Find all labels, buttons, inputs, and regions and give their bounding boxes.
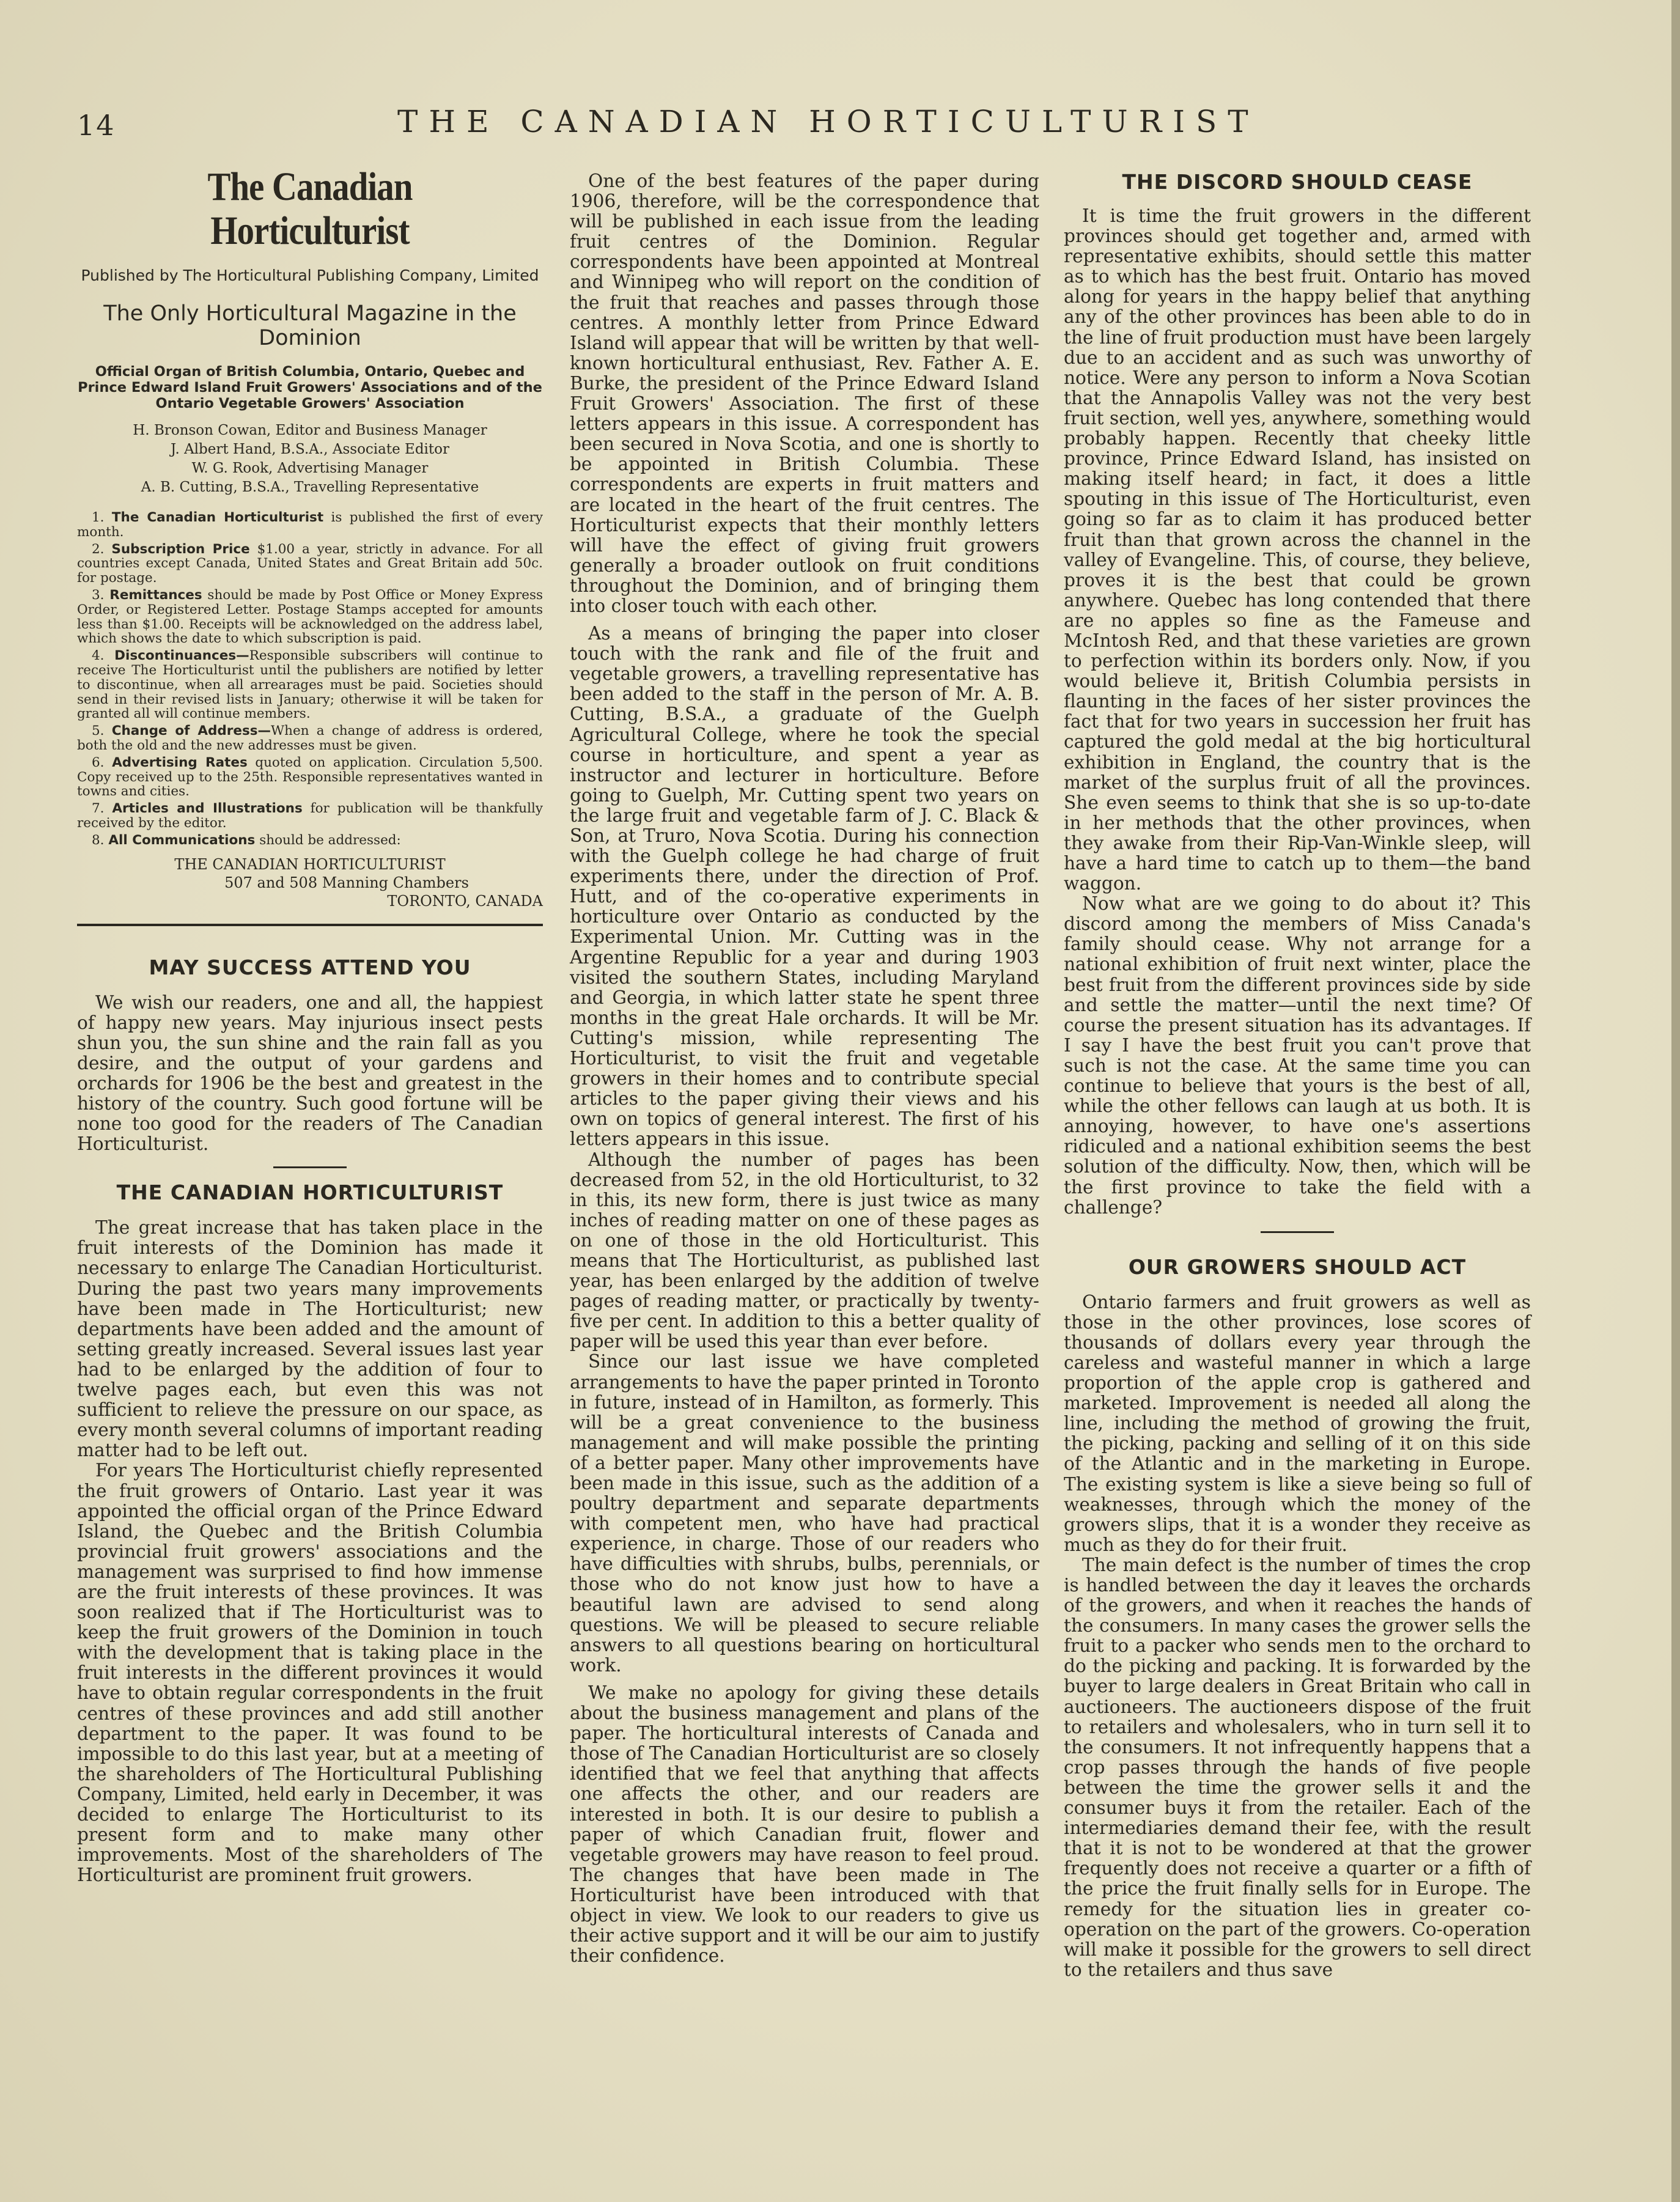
body-paragraph: The great increase that has taken place in the fruit interests of the Dominion has made it necessary to enlarge The Canadian Horticulturist. During the past two years many improvements have been made in The Horticulturist; new departments have been added and the amount of setting greatly increased. Several issues last year had to be enlarged by the addition of four to twelve pages each, but even this was not sufficient to relieve the pressure on our space, as every month several columns of important reading matter had to be left out. xyxy=(77,1217,543,1461)
tagline: The Only Horticultural Magazine in the Dominion xyxy=(103,301,517,350)
address-line: TORONTO, CANADA xyxy=(387,892,543,910)
masthead-title: The Canadian Horticulturist xyxy=(207,164,413,253)
body-paragraph: As a means of bringing the paper into closer touch with the rank and file of the fruit and vegetable growers, a travelling representative has been added to the staff in the person of Mr. A. B. Cutting, B.S.A., a graduate of the Guelph Agricultural College, where he took the special course in horticulture, and spent a year as instructor and lecturer in horticulture. Before going to Guelph, Mr. Cutting spent two years on the large fruit and vegetable farm of J. C. Black & Son, at Truro, Nova Scotia. During his connection with the Guelph college he had charge of fruit experiments there, under the direction of Prof. Hutt, and of the co-operative experiments in horticulture over Ontario as conducted by the Experimental Union. Mr. Cutting was in the Argentine Republic for a year and during 1903 visited the southern States, including Maryland and Georgia, in which latter state he spent three months in the great Hale orchards. It will be Mr. Cutting's mission, while representing The Horticulturist, to visit the fruit and vegetable growers in their homes and to contribute special articles to the paper giving their views and his own on topics of general interest. The first of his letters appears in this issue. xyxy=(570,623,1039,1150)
address-line: THE CANADIAN HORTICULTURIST xyxy=(174,855,446,873)
body-paragraph: We wish our readers, one and all, the happiest of happy new years. May injurious insect pests shun you, the sun shine and the rain fall as you desire, and the output of your gardens and orchards for 1906 be the best and greatest in the history of the country. Such good fortune will be none too good for the readers of The Canadian Horticulturist. xyxy=(77,992,543,1155)
short-divider xyxy=(273,1166,347,1168)
body-paragraph: Ontario farmers and fruit growers as well as those in the other provinces, lose scores of thousands of dollars every year through the careless and wasteful manner in which a large proportion of the apple crop is gathered and marketed. Improvement is needed all along the line, including the method of growing the fruit, the picking, packing and selling of it on this side of the Atlantic and in the marketing in Europe. The existing system is like a sieve being so full of weaknesses, through which the money of the growers slips, that it is a wonder they receive as much as they do for their fruit. xyxy=(1064,1291,1531,1555)
heading-may-success: MAY SUCCESS ATTEND YOU xyxy=(149,955,471,979)
notice-item: 3. Remittances should be made by Post Office or Money Express Order, or Registered Letter. Postage Stamps accepted for amounts less than $1.00. Receipts will be acknowledged on the address label, which shows the date to which subscription is paid. xyxy=(77,587,543,647)
notice-item: 2. Subscription Price $1.00 a year, strictly in advance. For all countries except Canada, United States and Great Britain add 50c. for postage. xyxy=(77,541,543,586)
notice-item: 8. All Communications should be addressed: xyxy=(92,832,401,848)
address-line: 507 and 508 Manning Chambers xyxy=(224,874,469,891)
publication-notices xyxy=(77,510,543,848)
staff-line: A. B. Cutting, B.S.A., Travelling Representative xyxy=(141,479,479,495)
notice-item: 4. Discontinuances—Responsible subscribers will continue to receive The Horticulturist until the publishers are notified by letter to discontinue, when all arrearages must be paid. Societies should send in their revised lists in January; otherwise it will be taken for granted all will continue members. xyxy=(77,648,543,722)
heading-growers: OUR GROWERS SHOULD ACT xyxy=(1128,1254,1467,1279)
page-edge-shadow xyxy=(1671,0,1680,2202)
staff-line: H. Bronson Cowan, Editor and Business Manager xyxy=(133,422,487,438)
notice-item: 7. Articles and Illustrations for publication will be thankfully received by the editor. xyxy=(77,801,543,831)
running-title: THE CANADIAN HORTICULTURIST xyxy=(397,104,1259,139)
body-paragraph: The main defect is the number of times the crop is handled between the day it leaves the orchards of the growers, and when it reaches the hands of the consumers. In many cases the grower sells the fruit to a packer who sends men to the orchard to do the picking and packing. It is forwarded by the buyer to large dealers in Great Britain who call in auctioneers. The auctioneers dispose of the fruit to retailers and wholesalers, who in turn sell it to the consumers. It not infrequently happens that a crop passes through the hands of five people between the time the grower sells it and the consumer buys it from the retailer. Each of the intermediaries demand their fee, with the result that it is not to be wondered at that the grower frequently does not receive a quarter or a fifth of the price the fruit finally sells for in Europe. The remedy for the situation lies in greater co-operation on the part of the growers. Co-operation will make it possible for the growers to sell direct to the retailers and thus save xyxy=(1064,1554,1531,1980)
heading-discord: THE DISCORD SHOULD CEASE xyxy=(1122,170,1473,194)
staff-list xyxy=(77,421,543,497)
body-paragraph: One of the best features of the paper during 1906, therefore, will be the correspondence that will be published in each issue from the leading fruit centres of the Dominion. Regular correspondents have been appointed at Montreal and Winnipeg who will report on the condition of the fruit that reaches and passes through those centres. A monthly letter from Prince Edward Island will appear that will be written by that well-known horticultural enthusiast, Rev. Father A. E. Burke, the president of the Prince Edward Island Fruit Growers' Association. The first of these letters appears in this issue. A correspondent has been secured in Nova Scotia, and one is shortly to be appointed in British Columbia. These correspondents are experts in fruit matters and are located in the heart of the fruit centres. The Horticulturist expects that their monthly letters will have the effect of giving fruit growers generally a broader outlook on fruit conditions throughout the Dominion, and of bringing them into closer touch with each other. xyxy=(570,171,1039,616)
mailing-address xyxy=(77,855,543,910)
notice-item: 5. Change of Address—When a change of address is ordered, both the old and the new addresses must be given. xyxy=(77,723,543,753)
publisher-line: Published by The Horticultural Publishing Company, Limited xyxy=(81,267,539,284)
heading-canadian-horticulturist: THE CANADIAN HORTICULTURIST xyxy=(116,1180,504,1205)
body-paragraph: Since our last issue we have completed arrangements to have the paper printed in Toronto in future, instead of in Hamilton, as formerly. This will be a great convenience to the business management and will make possible the printing of a better paper. Many other improvements have been made in this issue, such as the addition of a poultry department and separate departments with competent men, who have had practical experience, in charge. Those of our readers who have difficulties with shrubs, bulbs, perennials, or those who do not know just how to have a beautiful lawn are advised to send along questions. We will be pleased to secure reliable answers to all questions bearing on horticultural work. xyxy=(570,1351,1039,1676)
body-paragraph: For years The Horticulturist chiefly represented the fruit growers of Ontario. Last year it was appointed the official organ of the Prince Edward Island, the Quebec and the British Columbia provincial fruit growers' associations and the management was surprised to find how immense are the fruit interests of these provinces. It was soon realized that if The Horticulturist was to keep the fruit growers of the Dominion in touch with the development that is taking place in the fruit interests in the different provinces it would have to obtain regular correspondents in the fruit centres of these provinces and add still another department to the paper. It was found to be impossible to do this last year, but at a meeting of the shareholders of The Horticultural Publishing Company, Limited, held early in December, it was decided to enlarge The Horticulturist to its present form and to make many other improvements. Most of the shareholders of The Horticulturist are prominent fruit growers. xyxy=(77,1460,543,1886)
section-rule xyxy=(77,924,543,926)
official-organ: Official Organ of British Columbia, Ontario, Quebec and Prince Edward Island Fruit Growers' Associations and of the Ontario Vegetable Growers' Association xyxy=(78,364,542,411)
short-divider xyxy=(1261,1231,1334,1233)
notice-item: 6. Advertising Rates quoted on application. Circulation 5,500. Copy received up to the 25th. Responsible representatives wanted in towns and cities. xyxy=(77,754,543,800)
body-paragraph: It is time the fruit growers in the different provinces should get together and, armed with representative exhibits, should settle this matter as to which has the best fruit. Ontario has moved along for years in the happy belief that anything any of the other provinces has been able to do in the line of fruit production must have been largely due to an accident and as such was unworthy of notice. Were any person to inform a Nova Scotian that the Annapolis Valley was not the very best fruit section, well yes, anywhere, something would probably happen. Recently that cheeky little province, Prince Edward Island, has insisted on making itself heard; in fact, it does a little spouting in this issue of The Horticulturist, even going so far as to claim it has produced better fruit than that grown across the channel in the valley of Evangeline. This, of course, they believe, proves it is the best that could be grown anywhere. Quebec has long contended that there are no apples so fine as the Fameuse and McIntosh Red, and that these varieties are grown to perfection within its borders only. Now, if you would believe it, British Columbia persists in flaunting in the faces of her sister provinces the fact that for two years in succession her fruit has captured the gold medal at the big horticultural exhibition in England, the country that is the market of the surplus fruit of all the provinces. She even seems to think that she is so up-to-date in her methods that the other provinces, when they awake from their Rip-Van-Winkle sleep, will have a hard time to catch up to them—the band waggon. xyxy=(1064,205,1531,894)
column-right xyxy=(1064,165,1531,1980)
body-paragraph: We make no apology for giving these details about the business management and plans of the paper. The horticultural interests of Canada and those of The Canadian Horticulturist are so closely identified that we feel that anything that affects one affects the other, and our readers are interested in both. It is our desire to publish a paper of which Canadian fruit, flower and vegetable growers may have reason to feel proud. The changes that have been made in The Horticulturist have been introduced with that object in view. We look to our readers to give us their active support and it will be our aim to justify their confidence. xyxy=(570,1682,1039,1967)
notice-item: 1. The Canadian Horticulturist is published the first of every month. xyxy=(77,510,543,540)
column-left xyxy=(77,165,543,1885)
staff-line: J. Albert Hand, B.S.A., Associate Editor xyxy=(171,441,449,457)
staff-line: W. G. Rook, Advertising Manager xyxy=(191,460,429,476)
column-middle xyxy=(570,171,1039,1966)
body-paragraph: Although the number of pages has been decreased from 52, in the old Horticulturist, to 32 in this, its new form, there is just twice as many inches of reading matter on one of these pages as on one of those in the old Horticulturist. This means that The Horticulturist, as published last year, has been enlarged by the addition of twelve pages of reading matter, or practically by twenty-five per cent. In addition to this a better quality of paper will be used this year than ever before. xyxy=(570,1149,1039,1352)
page-number: 14 xyxy=(77,109,116,142)
body-paragraph: Now what are we going to do about it? This discord among the members of Miss Canada's family should cease. Why not arrange for a national exhibition of fruit next winter, place the best fruit from the different provinces side by side and settle the matter—until the next time? Of course the present situation has its advantages. If I say I have the best fruit you can't prove that such is not the case. At the same time you can continue to believe that yours is the best of all, while the other fellows can laugh at us both. It is annoying, however, to have one's assertions ridiculed and a national exhibition seems the best solution of the difficulty. Now, then, which will be the first province to take the field with a challenge? xyxy=(1064,893,1531,1218)
